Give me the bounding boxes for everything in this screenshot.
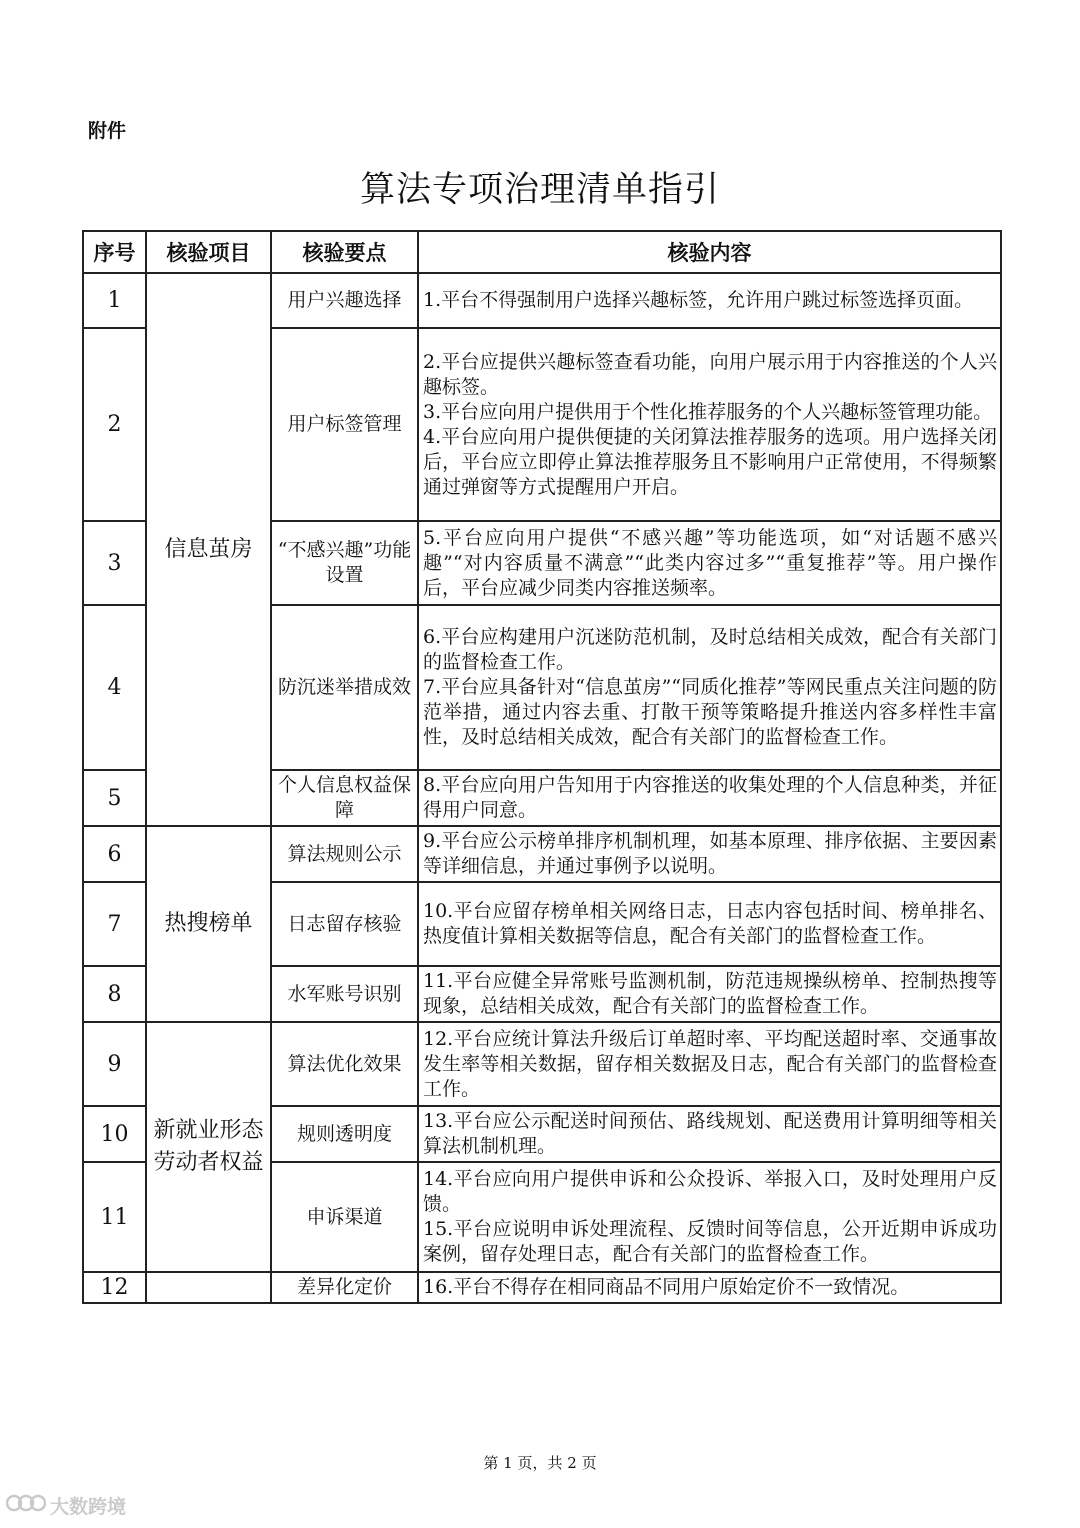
header-check-point: 核验要点 — [271, 231, 418, 273]
content-item: 3.平台应向用户提供用于个性化推荐服务的个人兴趣标签管理功能。 — [423, 400, 993, 423]
row-number: 5 — [83, 770, 146, 826]
row-number: 2 — [83, 328, 146, 521]
table-row — [83, 273, 1001, 328]
content-item: 8.平台应向用户告知用于内容推送的收集处理的个人信息种类，并征得用户同意。 — [423, 774, 997, 821]
row-number: 10 — [83, 1106, 146, 1162]
check-point: 规则透明度 — [271, 1106, 418, 1162]
guideline-table — [82, 230, 1002, 1304]
check-content — [418, 328, 1001, 521]
row-number: 1 — [83, 273, 146, 328]
check-content — [418, 1022, 1001, 1106]
header-check-item: 核验项目 — [146, 231, 271, 273]
content-item: 1.平台不得强制用户选择兴趣标签，允许用户跳过标签选择页面。 — [423, 289, 974, 311]
page-footer: 第 1 页，共 2 页 — [483, 1454, 597, 1472]
table-row — [83, 1022, 1001, 1106]
watermark-text: 大数跨境 — [50, 1496, 127, 1518]
row-number: 8 — [83, 966, 146, 1022]
row-number: 7 — [83, 882, 146, 966]
content-item: 14.平台应向用户提供申诉和公众投诉、举报入口，及时处理用户反馈。 — [423, 1168, 997, 1215]
group-info-cocoon: 信息茧房 — [146, 273, 271, 826]
check-point: 算法规则公示 — [271, 826, 418, 882]
check-point: 日志留存核验 — [271, 882, 418, 966]
group-new-employment: 新就业形态劳动者权益 — [146, 1022, 271, 1272]
check-content — [418, 1106, 1001, 1162]
page-title: 算法专项治理清单指引 — [359, 170, 720, 210]
content-item: 15.平台应说明申诉处理流程、反馈时间等信息，公开近期申诉成功案例，留存处理日志，配合有关部门的监督检查工作。 — [423, 1218, 997, 1265]
check-point: 用户标签管理 — [271, 328, 418, 521]
check-content — [418, 521, 1001, 605]
check-content — [418, 1272, 1001, 1303]
check-point: 用户兴趣选择 — [271, 273, 418, 328]
check-content — [418, 605, 1001, 770]
watermark-logo-icon — [6, 1492, 46, 1519]
content-item: 4.平台应向用户提供便捷的关闭算法推荐服务的选项。用户选择关闭后，平台应立即停止算法推荐服务且不影响用户正常使用，不得频繁通过弹窗等方式提醒用户开启。 — [423, 425, 997, 498]
check-point: 算法优化效果 — [271, 1022, 418, 1106]
table-row — [83, 826, 1001, 882]
content-item: 6.平台应构建用户沉迷防范机制，及时总结相关成效，配合有关部门的监督检查工作。 — [423, 626, 997, 673]
row-number: 12 — [83, 1272, 146, 1303]
header-check-content: 核验内容 — [418, 231, 1001, 273]
content-item: 2.平台应提供兴趣标签查看功能，向用户展示用于内容推送的个人兴趣标签。 — [423, 350, 997, 398]
row-number: 3 — [83, 521, 146, 605]
header-serial: 序号 — [83, 231, 146, 273]
table-row — [83, 1272, 1001, 1303]
watermark — [6, 1492, 126, 1519]
row-number: 6 — [83, 826, 146, 882]
attachment-label: 附件 — [88, 120, 127, 142]
row-number: 11 — [83, 1162, 146, 1272]
group-hot-search: 热搜榜单 — [146, 826, 271, 1022]
table-header-row — [83, 231, 1001, 273]
content-item: 10.平台应留存榜单相关网络日志，日志内容包括时间、榜单排名、热度值计算相关数据等信息，配合有关部门的监督检查工作。 — [423, 900, 997, 947]
check-point: 申诉渠道 — [271, 1162, 418, 1272]
content-item: 5.平台应向用户提供“不感兴趣”等功能选项，如“对话题不感兴趣”“对内容质量不满意”“此类内容过多”“重复推荐”等。用户操作后，平台应减少同类内容推送频率。 — [423, 526, 997, 599]
check-point: 差异化定价 — [271, 1272, 418, 1303]
check-content — [418, 966, 1001, 1022]
check-point: 防沉迷举措成效 — [271, 605, 418, 770]
check-content — [418, 273, 1001, 328]
content-item: 7.平台应具备针对“信息茧房”“同质化推荐”等网民重点关注问题的防范举措，通过内容去重、打散干预等策略提升推送内容多样性丰富性，及时总结相关成效，配合有关部门的监督检查工作。 — [423, 676, 997, 748]
content-item: 9.平台应公示榜单排序机制机理，如基本原理、排序依据、主要因素等详细信息，并通过事例予以说明。 — [423, 830, 997, 877]
check-point: 水军账号识别 — [271, 966, 418, 1022]
check-point: 个人信息权益保障 — [271, 770, 418, 826]
row-number: 9 — [83, 1022, 146, 1106]
group-blank — [146, 1272, 271, 1303]
check-point: “不感兴趣”功能设置 — [271, 521, 418, 605]
check-content — [418, 770, 1001, 826]
content-item: 11.平台应健全异常账号监测机制，防范违规操纵榜单、控制热搜等现象，总结相关成效，配合有关部门的监督检查工作。 — [423, 970, 997, 1017]
row-number: 4 — [83, 605, 146, 770]
content-item: 13.平台应公示配送时间预估、路线规划、配送费用计算明细等相关算法机制机理。 — [423, 1110, 997, 1157]
content-item: 12.平台应统计算法升级后订单超时率、平均配送超时率、交通事故发生率等相关数据，留存相关数据及日志，配合有关部门的监督检查工作。 — [423, 1027, 997, 1100]
check-content — [418, 826, 1001, 882]
check-content — [418, 882, 1001, 966]
content-item: 16.平台不得存在相同商品不同用户原始定价不一致情况。 — [423, 1276, 910, 1298]
check-content — [418, 1162, 1001, 1272]
